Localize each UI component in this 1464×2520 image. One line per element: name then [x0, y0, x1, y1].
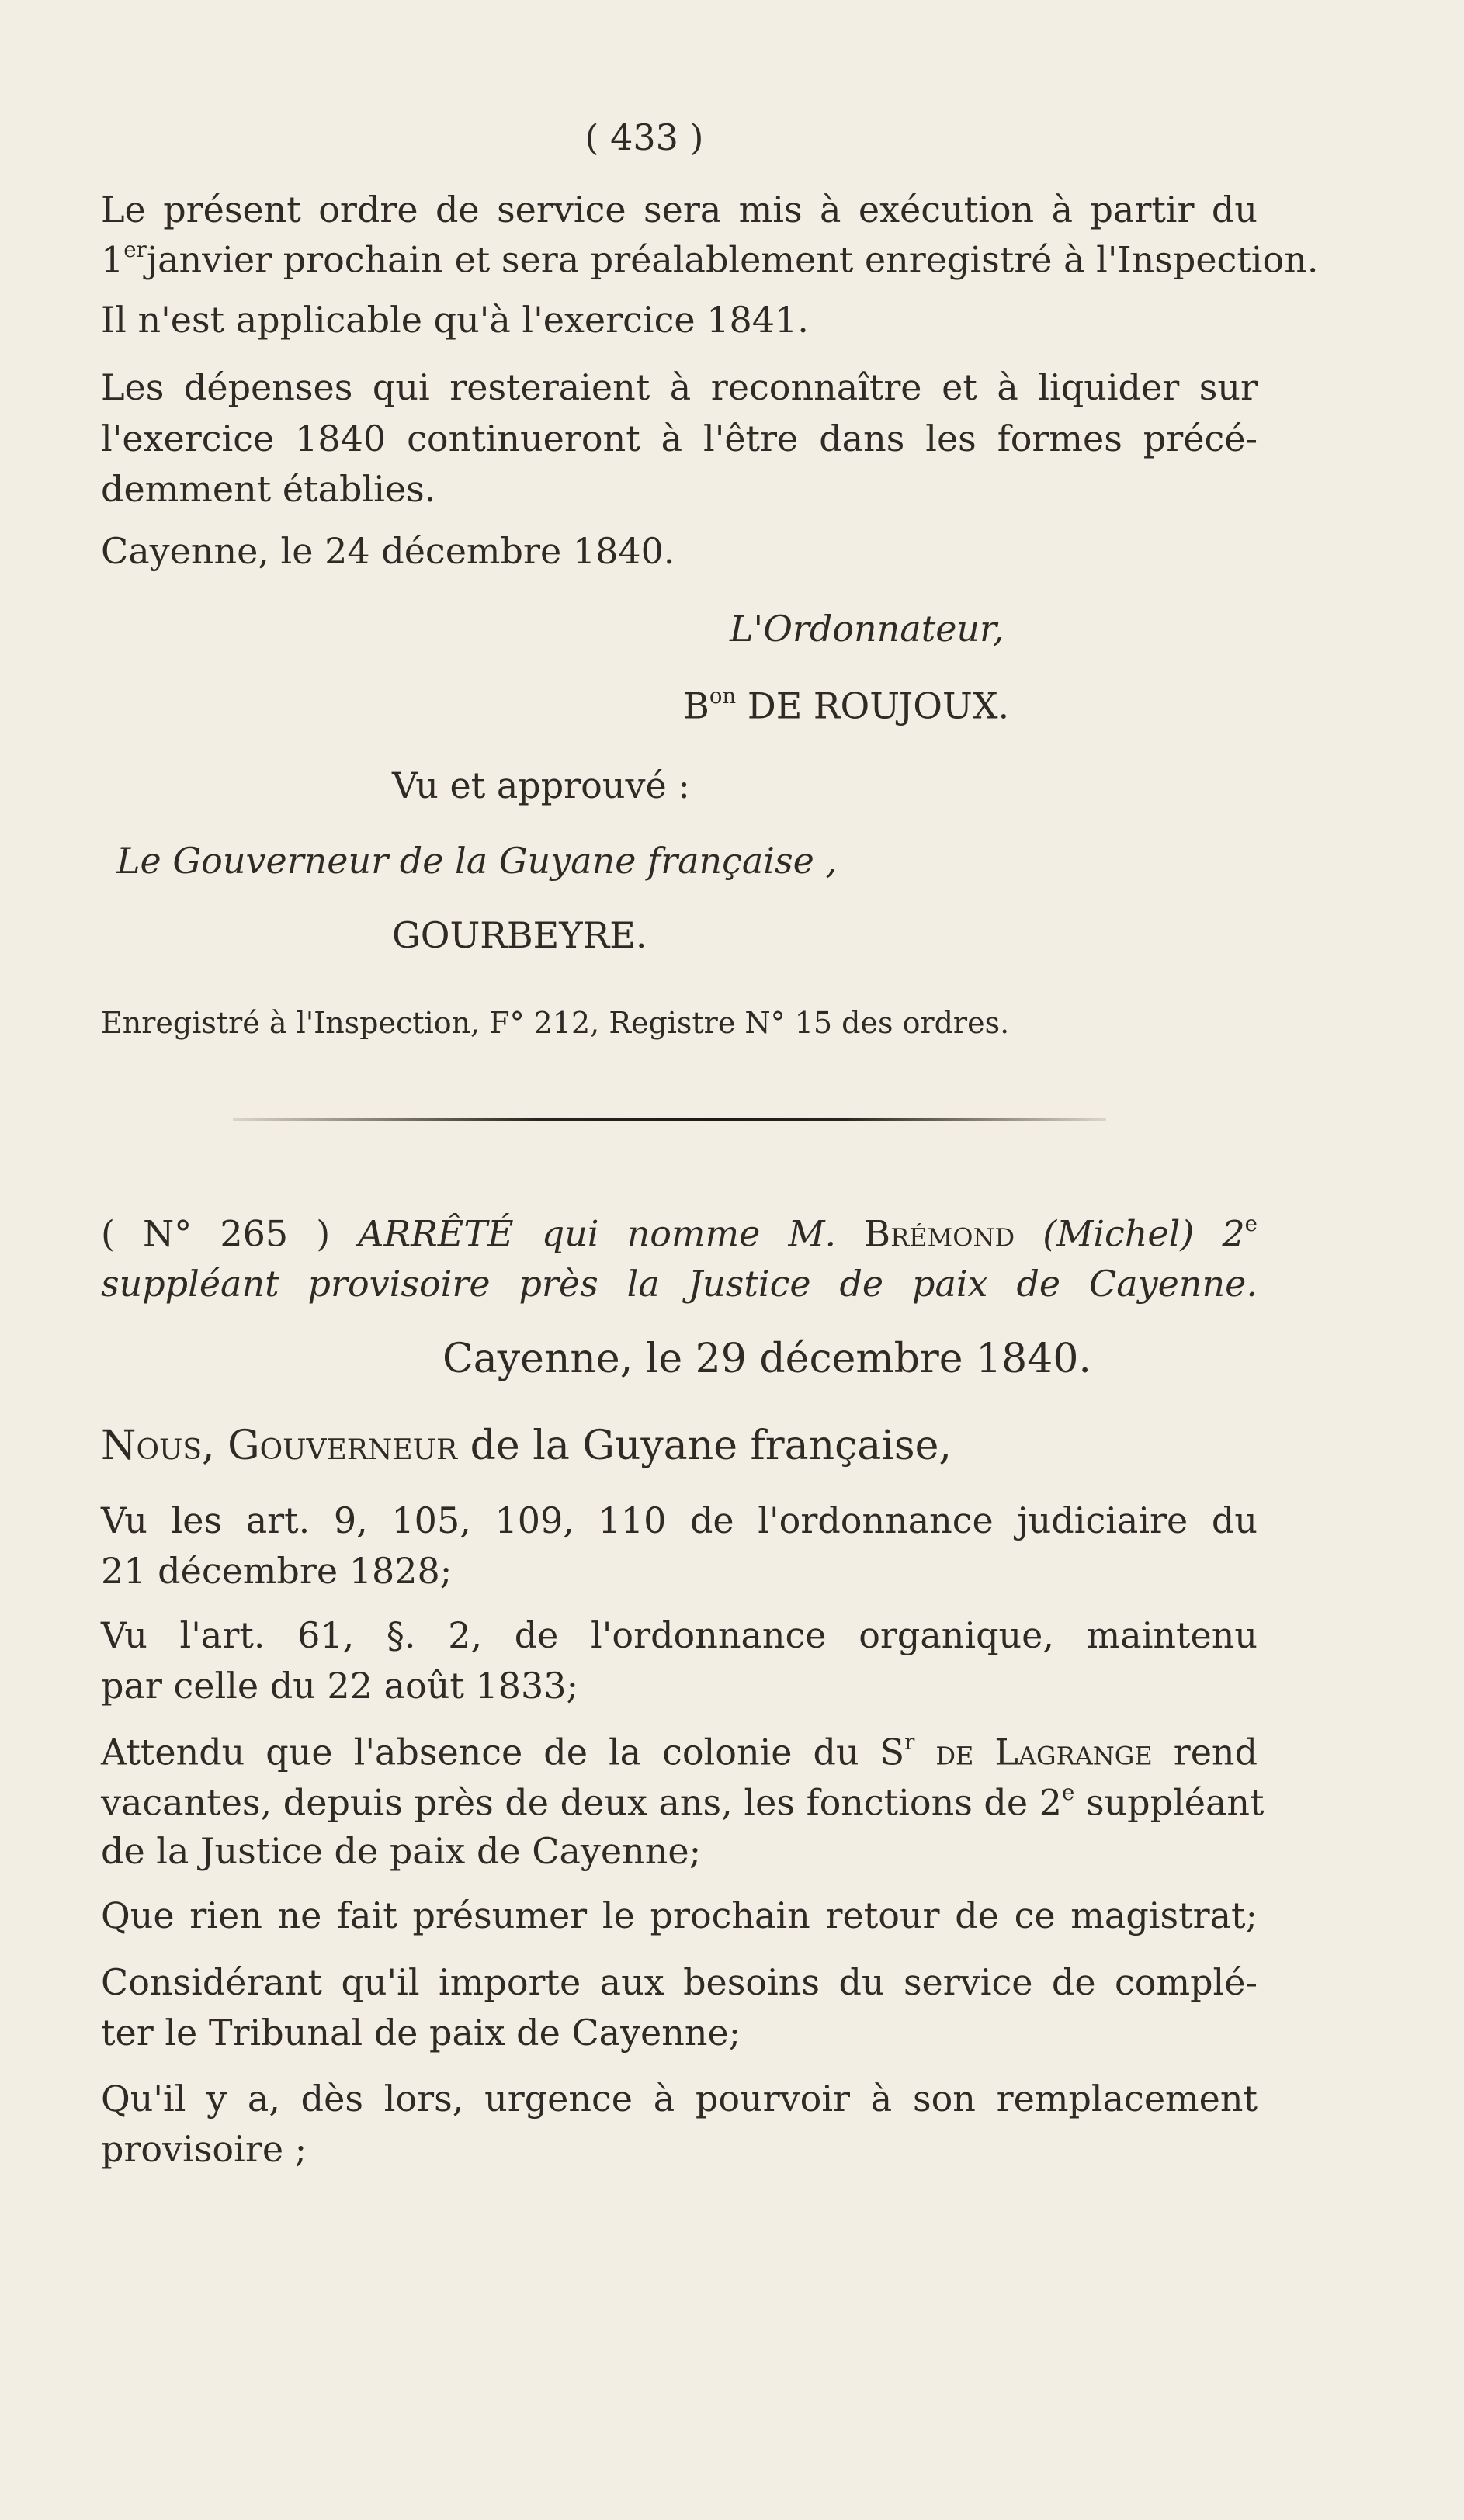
arrete-date: Cayenne, le 29 décembre 1840. — [442, 1336, 1091, 1382]
text-run: de la Guyane française, — [457, 1423, 952, 1469]
paragraph-line: l'exercice 1840 continueront à l'être dans les formes précé- — [101, 418, 1258, 459]
paragraph-line: demment établies. — [101, 468, 436, 510]
arrete-heading-line: suppléant provisoire près la Justice de paix de Cayenne. — [101, 1263, 1258, 1305]
paragraph-line: Il n'est applicable qu'à l'exercice 1841. — [101, 299, 809, 341]
paragraph-line: Qu'il y a, dès lors, urgence à pourvoir à son remplacement — [101, 2078, 1258, 2120]
paragraph-line: Considérant qu'il importe aux besoins du service de complé- — [101, 1961, 1258, 2003]
text-run: Brémond — [864, 1212, 1015, 1255]
paragraph-line — [101, 1729, 1258, 1774]
text-run: (Michel) 2 — [1015, 1212, 1245, 1255]
approval-line: Vu et approuvé : — [392, 764, 690, 806]
text-run: B — [683, 685, 709, 727]
superscript: e — [1244, 1211, 1258, 1236]
text-run: vacantes, depuis près de deux ans, les fonctions de 2 — [101, 1781, 1062, 1824]
paragraph-line: Les dépenses qui resteraient à reconnaître et à liquider sur — [101, 366, 1258, 408]
ordonnateur-name — [683, 683, 1149, 728]
text-run: Attendu que l'absence de la colonie du S — [101, 1731, 905, 1773]
paragraph-line: Vu l'art. 61, §. 2, de l'ordonnance organique, maintenu — [101, 1614, 1258, 1656]
governor-title: Le Gouverneur de la Guyane française , — [116, 840, 838, 882]
paragraph-line — [101, 237, 1319, 282]
paragraph-line — [101, 1780, 1265, 1825]
text-run: Gouverneur — [227, 1423, 458, 1469]
paragraph-line: Le présent ordre de service sera mis à exécution à partir du — [101, 189, 1258, 231]
superscript: er — [123, 237, 147, 262]
text-run: rend — [1152, 1731, 1258, 1773]
superscript: r — [904, 1729, 915, 1755]
page-number: ( 433 ) — [585, 116, 704, 158]
text-run: , — [202, 1423, 228, 1469]
text-run: ( N° 265 ) — [101, 1212, 359, 1255]
text-run: qui nomme M. — [513, 1212, 865, 1255]
paragraph-line: Vu les art. 9, 105, 109, 110 de l'ordonnance judiciaire du — [101, 1499, 1258, 1541]
text-run: 1 — [101, 238, 124, 281]
paragraph-line: provisoire ; — [101, 2128, 307, 2170]
paragraph-line: 21 décembre 1828; — [101, 1550, 453, 1592]
paragraph-line: par celle du 22 août 1833; — [101, 1665, 579, 1707]
section-divider — [233, 1118, 1106, 1121]
text-run: Nous — [101, 1423, 203, 1469]
text-run: ARRÊTÉ — [358, 1212, 514, 1255]
paragraph-line: Que rien ne fait présumer le prochain retour de ce magistrat; — [101, 1894, 1258, 1936]
registration-note: Enregistré à l'Inspection, F° 212, Registre N° 15 des ordres. — [101, 1006, 1010, 1040]
superscript: on — [709, 683, 737, 709]
date-line: Cayenne, le 24 décembre 1840. — [101, 530, 675, 572]
nous-line — [101, 1422, 1258, 1470]
paragraph-line: de la Justice de paix de Cayenne; — [101, 1830, 702, 1872]
superscript: e — [1061, 1780, 1075, 1805]
governor-name: GOURBEYRE. — [392, 914, 647, 956]
ordonnateur-title: L'Ordonnateur, — [730, 608, 1004, 650]
text-run: janvier prochain et sera préalablement enregistré à l'Inspection. — [146, 238, 1319, 281]
arrete-heading-line — [101, 1211, 1258, 1256]
text-run: DE ROUJOUX. — [736, 685, 1010, 727]
text-run: suppléant — [1074, 1781, 1265, 1824]
text-run: de Lagrange — [914, 1731, 1153, 1773]
paragraph-line: ter le Tribunal de paix de Cayenne; — [101, 2012, 741, 2054]
